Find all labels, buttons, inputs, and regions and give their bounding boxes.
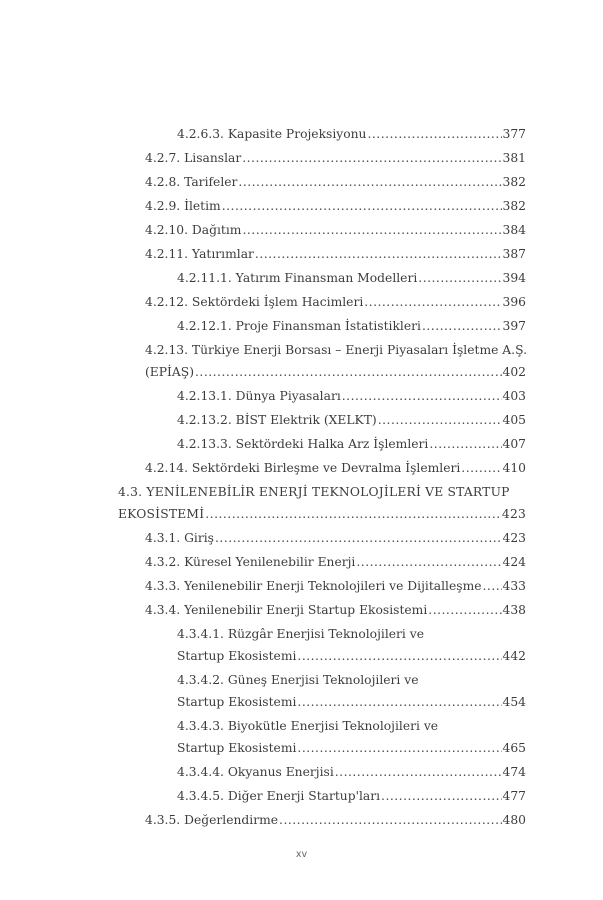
toc-entry-title: EKOSİSTEMİ [118,507,205,521]
toc-entry-page-number: 454 [502,695,526,709]
toc-entry-title: Startup Ekosistemi [177,649,297,663]
toc-entry-title: 4.2.10. Dağıtım [145,223,242,237]
toc-entry-title-line: 4.2.13. Türkiye Enerji Borsası – Enerji Piyasaları İşletme A.Ş. [145,343,527,357]
toc-entry-title: 4.2.14. Sektördeki Birleşme ve Devralma İşlemleri [145,461,461,475]
toc-entry[interactable] [0,385,603,407]
dot-leader [356,551,501,573]
toc-entry-title: 4.3.4. Yenilenebilir Enerji Startup Ekosistemi [145,603,428,617]
toc-entry-title: 4.2.13.3. Sektördeki Halka Arz İşlemleri [177,437,429,451]
dot-leader [279,809,501,831]
toc-entry[interactable] [0,123,603,145]
toc-entry[interactable] [0,457,603,479]
toc-entry-page-number: 480 [502,813,526,827]
dot-leader [461,457,501,479]
toc-entry-title: 4.2.13.2. BİST Elektrik (XELKT) [177,413,377,427]
toc-entry[interactable] [0,267,603,289]
dot-leader [215,527,502,549]
dot-leader [255,243,502,265]
dot-leader [297,737,501,759]
toc-entry[interactable] [0,171,603,193]
toc-entry[interactable] [0,623,603,667]
dot-leader [483,575,502,597]
dot-leader [222,195,502,217]
dot-leader [429,433,501,455]
toc-entry[interactable] [0,527,603,549]
toc-entry-title: 4.2.6.3. Kapasite Projeksiyonu [177,127,367,141]
dot-leader [364,291,501,313]
toc-entry[interactable] [0,291,603,313]
toc-entry[interactable] [0,219,603,241]
toc-entry-title: 4.3.4.5. Diğer Enerji Startup'ları [177,789,381,803]
toc-entry-page-number: 474 [502,765,526,779]
toc-entry-page-number: 423 [502,531,526,545]
toc-entry[interactable] [0,147,603,169]
toc-entry-page-number: 442 [502,649,526,663]
toc-entry-page-number: 405 [502,413,526,427]
toc-entry-page-number: 396 [502,295,526,309]
toc-entry-title: 4.3.3. Yenilenebilir Enerji Teknolojileri ve Dijitalleşme [145,579,482,593]
toc-entry-page-number: 394 [502,271,526,285]
toc-entry-page-number: 387 [502,247,526,261]
dot-leader [205,503,501,525]
toc-entry-title: 4.2.12. Sektördeki İşlem Hacimleri [145,295,364,309]
toc-entry-page-number: 397 [502,319,526,333]
dot-leader [428,599,501,621]
toc-entry-page-number: 384 [502,223,526,237]
toc-entry-title: 4.3.4.4. Okyanus Enerjisi [177,765,334,779]
toc-entry-title: 4.3.2. Küresel Yenilenebilir Enerji [145,555,356,569]
toc-entry[interactable] [0,339,603,383]
dot-leader [297,691,501,713]
toc-entry-page-number: 433 [502,579,526,593]
toc-entry-page-number: 410 [502,461,526,475]
toc-entry-page-number: 424 [502,555,526,569]
dot-leader [297,645,501,667]
toc-entry-title: 4.2.7. Lisanslar [145,151,242,165]
toc-entry-title: Startup Ekosistemi [177,741,297,755]
toc-entry-title: 4.2.11. Yatırımlar [145,247,254,261]
toc-entry[interactable] [0,409,603,431]
toc-entry[interactable] [0,195,603,217]
toc-entry-title: 4.2.11.1. Yatırım Finansman Modelleri [177,271,418,285]
toc-entry-title: (EPİAŞ) [145,365,195,379]
toc-entry[interactable] [0,599,603,621]
toc-entry-page-number: 381 [502,151,526,165]
toc-entry-title-line: 4.3. YENİLENEBİLİR ENERJİ TEKNOLOJİLERİ VE STARTUP [118,485,510,499]
toc-entry-title: 4.2.9. İletim [145,199,221,213]
toc-entry-title: 4.2.8. Tarifeler [145,175,238,189]
toc-entry[interactable] [0,243,603,265]
toc-entry-title-line: 4.3.4.2. Güneş Enerjisi Teknolojileri ve [177,673,419,687]
toc-entry[interactable] [0,481,603,525]
toc-entry[interactable] [0,809,603,831]
toc-entry[interactable] [0,551,603,573]
dot-leader [195,361,502,383]
dot-leader [242,219,501,241]
toc-entry-page-number: 407 [502,437,526,451]
toc-entry-title: 4.3.5. Değerlendirme [145,813,279,827]
dot-leader [242,147,501,169]
toc-entry[interactable] [0,785,603,807]
dot-leader [335,761,502,783]
toc-entry-page-number: 403 [502,389,526,403]
toc-entry-title: Startup Ekosistemi [177,695,297,709]
dot-leader [381,785,501,807]
toc-entry-title: 4.2.12.1. Proje Finansman İstatistikleri [177,319,421,333]
toc-entry-page-number: 402 [502,365,526,379]
dot-leader [418,267,501,289]
toc-entry-title-line: 4.3.4.1. Rüzgâr Enerjisi Teknolojileri ve [177,627,424,641]
toc-entry-page-number: 465 [502,741,526,755]
table-of-contents [0,123,603,833]
page-number: xv [295,849,308,860]
toc-entry-page-number: 382 [502,199,526,213]
toc-entry[interactable] [0,715,603,759]
toc-entry-page-number: 377 [502,127,526,141]
dot-leader [342,385,502,407]
toc-entry[interactable] [0,575,603,597]
toc-entry[interactable] [0,761,603,783]
toc-entry-page-number: 382 [502,175,526,189]
dot-leader [367,123,501,145]
dot-leader [422,315,502,337]
dot-leader [238,171,501,193]
toc-entry[interactable] [0,315,603,337]
toc-entry[interactable] [0,669,603,713]
toc-entry-page-number: 438 [502,603,526,617]
dot-leader [378,409,502,431]
toc-entry-title-line: 4.3.4.3. Biyokütle Enerjisi Teknolojileri ve [177,719,439,733]
toc-entry[interactable] [0,433,603,455]
toc-entry-page-number: 477 [502,789,526,803]
toc-entry-page-number: 423 [501,507,526,521]
toc-entry-title: 4.2.13.1. Dünya Piyasaları [177,389,341,403]
toc-entry-title: 4.3.1. Giriş [145,531,214,545]
